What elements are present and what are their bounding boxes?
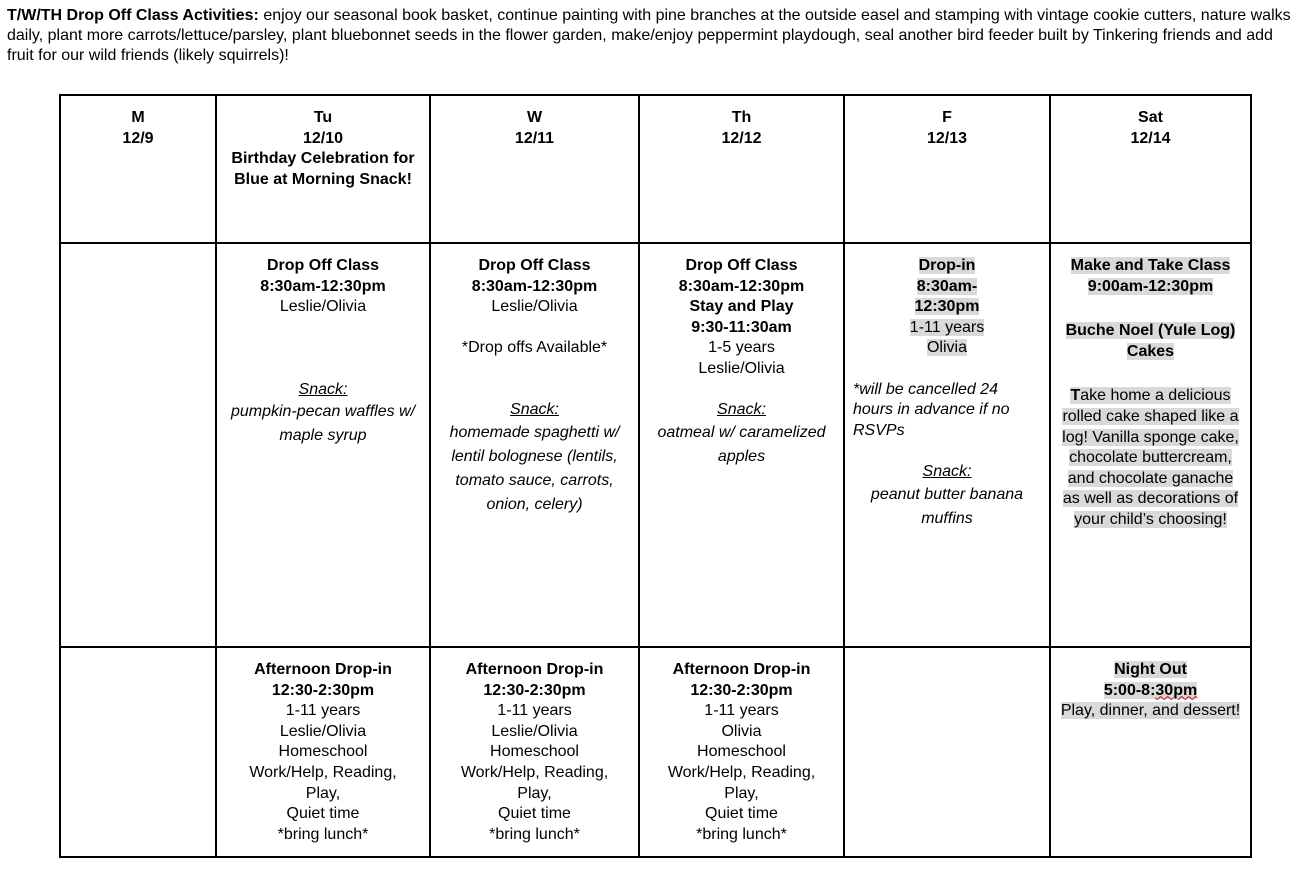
drop-off-note: *Drop offs Available*	[461, 339, 608, 357]
snack: oatmeal w/ caramelized apples	[657, 423, 826, 465]
class-time-end: 30pm	[1155, 681, 1198, 699]
ages: 1-11 years	[704, 702, 779, 720]
ages: 1-11 years	[497, 702, 572, 720]
date-label: 12/12	[721, 129, 762, 147]
activity-line: Work/Help, Reading,	[249, 763, 397, 781]
date-label: 12/14	[1130, 129, 1171, 147]
drop-in-title: Drop-in	[918, 257, 976, 274]
staff: Leslie/Olivia	[698, 359, 785, 377]
day-header-wednesday	[430, 95, 639, 243]
snack: peanut butter banana muffins	[870, 485, 1024, 527]
staff: Leslie/Olivia	[491, 722, 578, 740]
cancel-note: *will be cancelled 24 hours in advance if no RSVPs	[853, 380, 1010, 439]
day-header-tuesday	[216, 95, 430, 243]
activity-line: Quiet time	[705, 805, 778, 823]
class-title: Afternoon Drop-in	[672, 661, 811, 678]
birthday-note: Birthday Celebration for Blue at Morning Snack!	[231, 150, 415, 188]
ages: 1-11 years	[909, 318, 985, 336]
afternoon-tuesday	[216, 647, 430, 857]
staff: Leslie/Olivia	[279, 722, 367, 740]
snack-label: Snack:	[298, 380, 348, 398]
ages: 1-11 years	[285, 702, 361, 720]
class-description: Play, dinner, and dessert!	[1060, 702, 1241, 720]
activity-line: Play,	[305, 784, 341, 802]
day-header-saturday	[1050, 95, 1251, 243]
day-label: M	[131, 109, 145, 126]
day-label: Tu	[313, 109, 333, 126]
class-title: Night Out	[1114, 661, 1187, 678]
class-title: Drop Off Class	[685, 257, 798, 274]
morning-saturday	[1050, 243, 1251, 647]
drop-in-time-end: 12:30pm	[914, 298, 980, 316]
day-label: W	[526, 109, 543, 126]
morning-tuesday	[216, 243, 430, 647]
class-time: 12:30-2:30pm	[690, 681, 793, 699]
afternoon-saturday	[1050, 647, 1251, 857]
activity-line: Homeschool	[278, 743, 368, 761]
class-title: Make and Take Class	[1070, 257, 1231, 274]
class-title: Drop Off Class	[266, 257, 379, 274]
class-description: ake home a delicious rolled cake shaped like a log! Vanilla sponge cake, chocolate buttercream, and chocolate ganache as well as decorations of your child’s choosing!	[1062, 387, 1239, 528]
morning-thursday	[639, 243, 844, 647]
class-title: Afternoon Drop-in	[465, 661, 604, 678]
day-label: Sat	[1138, 109, 1163, 126]
date-label: 12/13	[926, 129, 968, 147]
morning-friday	[844, 243, 1050, 647]
activity-line: Quiet time	[286, 805, 360, 823]
day-label: Th	[731, 109, 752, 126]
drop-in-time-start: 8:30am-	[916, 277, 978, 295]
class-time: 8:30am-12:30pm	[678, 277, 805, 295]
intro-paragraph	[7, 6, 1302, 66]
date-label: 12/11	[514, 129, 555, 147]
staff: Olivia	[926, 339, 967, 357]
snack-label: Snack:	[510, 401, 559, 419]
class-title-2: Stay and Play	[689, 298, 794, 316]
day-header-monday	[60, 95, 216, 243]
class-time-2: 9:30-11:30am	[691, 318, 792, 336]
afternoon-friday	[844, 647, 1050, 857]
day-label: F	[942, 109, 952, 126]
activity-line: Quiet time	[498, 805, 571, 823]
class-subtitle: Buche Noel (Yule Log) Cakes	[1065, 322, 1236, 360]
staff: Olivia	[721, 722, 762, 740]
date-label: 12/9	[122, 129, 154, 147]
intro-heading: T/W/TH Drop Off Class Activities:	[7, 7, 259, 24]
staff: Leslie/Olivia	[279, 298, 367, 316]
activity-line: Work/Help, Reading,	[460, 763, 609, 781]
staff: Leslie/Olivia	[491, 298, 578, 316]
activity-line: Play,	[724, 784, 759, 802]
afternoon-thursday	[639, 647, 844, 857]
afternoon-wednesday	[430, 647, 639, 857]
snack: pumpkin-pecan waffles w/ maple syrup	[230, 403, 416, 445]
activity-line: Play,	[517, 784, 552, 802]
activity-line: Homeschool	[490, 743, 579, 761]
activity-line: Work/Help, Reading,	[667, 763, 816, 781]
day-header-thursday	[639, 95, 844, 243]
class-time: 12:30-2:30pm	[271, 681, 375, 699]
class-time: 8:30am-12:30pm	[260, 277, 386, 295]
snack-label: Snack:	[922, 462, 972, 480]
class-time: 12:30-2:30pm	[483, 681, 586, 699]
lunch-note: *bring lunch*	[696, 825, 787, 843]
class-title: Afternoon Drop-in	[254, 661, 392, 678]
class-time-start: 5:00-8:	[1103, 681, 1156, 699]
lunch-note: *bring lunch*	[277, 825, 369, 843]
snack: homemade spaghetti w/ lentil bolognese (lentils, tomato sauce, carrots, onion, celery)	[449, 423, 620, 513]
class-time: 9:00am-12:30pm	[1087, 277, 1214, 295]
day-header-friday	[844, 95, 1050, 243]
date-label: 12/10	[302, 129, 344, 147]
schedule-table	[59, 94, 1252, 858]
morning-wednesday	[430, 243, 639, 647]
class-title: Drop Off Class	[478, 257, 591, 274]
lunch-note: *bring lunch*	[489, 825, 580, 843]
activity-line: Homeschool	[697, 743, 786, 761]
morning-monday	[60, 243, 216, 647]
desc-first-letter: T	[1070, 387, 1081, 405]
snack-label: Snack:	[717, 401, 766, 419]
class-time: 8:30am-12:30pm	[471, 277, 598, 295]
afternoon-row	[60, 647, 1251, 857]
ages: 1-5 years	[708, 339, 775, 357]
header-row	[60, 95, 1251, 243]
intro-text: enjoy our seasonal book basket, continue painting with pine branches at the outside easel and stamping with vintage cookie cutters, nature walks daily, plant more carrots/lettuce/parsley, plant bluebonnet seeds in the flower garden, make/enjoy peppermint playdough, seal another bird feeder built by Tinkering friends and add fruit for our wild friends (likely squirrels)!	[7, 7, 1291, 64]
morning-row	[60, 243, 1251, 647]
afternoon-monday	[60, 647, 216, 857]
